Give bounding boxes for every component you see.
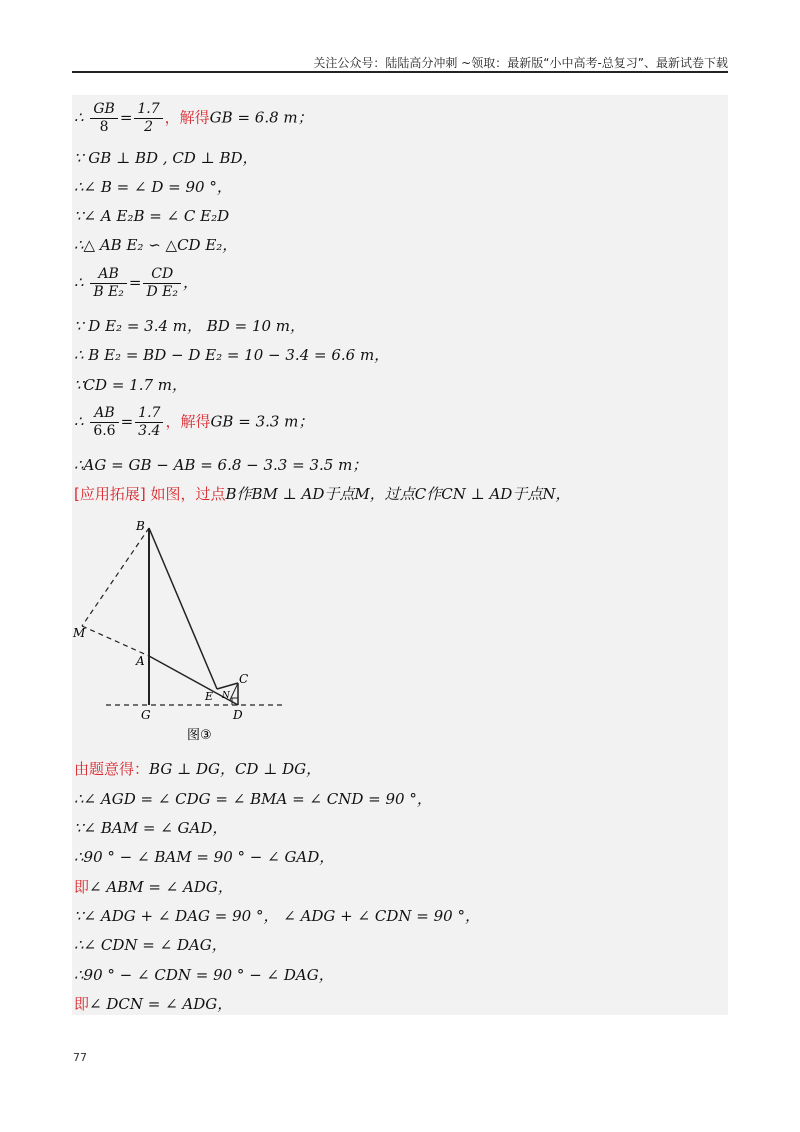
segment-ma bbox=[82, 626, 149, 656]
header-divider bbox=[72, 71, 728, 73]
label-c: C bbox=[239, 672, 249, 686]
solution-line-15: ∵∠ BAM = ∠ GAD， bbox=[74, 819, 228, 837]
solution-line-6: ∴ $\frac{AB}{\text{B E₂}}$ = $\frac{CD}{\text{D E₂}}$ ， bbox=[74, 266, 199, 300]
solution-line-17: 即∠ ABM = ∠ ADG， bbox=[74, 878, 233, 896]
label-e: E bbox=[205, 690, 214, 703]
label-b: B bbox=[136, 520, 145, 533]
solution-line-10: ∴ $\frac{AB}{6.6}$ = $\frac{1.7}{3.4}$ ，解得GB = 3.3 m； bbox=[74, 405, 314, 439]
solution-line-3: ∴∠ B = ∠ D = 90 °， bbox=[74, 178, 232, 196]
solution-line-4: ∵∠ A E₂B = ∠ C E₂D bbox=[74, 207, 230, 225]
solution-line-14: ∴∠ AGD = ∠ CDG = ∠ BMA = ∠ CND = 90 °， bbox=[74, 790, 432, 808]
page-header: 关注公众号：陆陆高分冲刺 ~领取：最新版“小中高考-总复习”、最新试卷下载 bbox=[313, 56, 728, 70]
solution-line-21: 即∠ DCN = ∠ ADG， bbox=[74, 995, 233, 1013]
geometry-figure bbox=[72, 520, 282, 742]
solution-line-11: ∴AG = GB − AB = 6.8 − 3.3 = 3.5 m； bbox=[74, 456, 368, 474]
solution-line-18: ∵∠ ADG + ∠ DAG = 90 °， ∠ ADG + ∠ CDN = 90 °， bbox=[74, 907, 480, 925]
segment-be bbox=[149, 528, 217, 689]
solution-line-8: ∴ B E₂ = BD − D E₂ = 10 − 3.4 = 6.6 m， bbox=[74, 346, 390, 364]
solution-line-20: ∴90 ° − ∠ CDN = 90 ° − ∠ DAG， bbox=[74, 966, 334, 984]
label-n: N bbox=[222, 691, 230, 701]
fraction-ab-be2: $\frac{AB}{\text{B E₂}}$ bbox=[90, 266, 127, 301]
therefore-symbol: ∴ bbox=[74, 108, 84, 127]
label-d: D bbox=[233, 708, 243, 722]
fraction-1-7-over-3-4: $\frac{1.7}{3.4}$ bbox=[135, 405, 163, 440]
fraction-cd-de2: $\frac{CD}{\text{D E₂}}$ bbox=[143, 266, 181, 301]
segment-ce bbox=[217, 683, 238, 689]
solution-line-19: ∴∠ CDN = ∠ DAG， bbox=[74, 936, 227, 954]
solution-line-2: ∵ GB ⊥ BD , CD ⊥ BD， bbox=[74, 149, 258, 167]
solution-line-13: 由题意得：BG ⊥ DG，CD ⊥ DG， bbox=[74, 760, 322, 778]
figure-diagram bbox=[72, 520, 282, 742]
solution-line-9: ∵CD = 1.7 m， bbox=[74, 376, 187, 394]
fraction-1-7-over-2: $\frac{1.7}{2}$ bbox=[134, 101, 162, 136]
page-number: 77 bbox=[73, 1051, 87, 1064]
solution-line-16: ∴90 ° − ∠ BAM = 90 ° − ∠ GAD， bbox=[74, 848, 335, 866]
solution-line-1: ∴ $\frac{GB}{8}$ = $\frac{1.7}{2}$ ，解得GB = 6.8 m； bbox=[74, 101, 313, 135]
label-a: A bbox=[136, 654, 145, 668]
solution-line-12: [应用拓展] 如图，过点B作BM ⊥ AD于点M，过点C作CN ⊥ AD于点N， bbox=[74, 485, 571, 503]
label-g: G bbox=[141, 708, 151, 722]
label-m: M bbox=[73, 626, 86, 640]
fraction-ab-6-6: $\frac{AB}{6.6}$ bbox=[90, 405, 118, 440]
figure-caption: 图③ bbox=[187, 728, 212, 742]
fraction-gb-8: $\frac{GB}{8}$ bbox=[90, 101, 117, 136]
solution-line-5: ∴△ AB E₂ ∽ △CD E₂， bbox=[74, 236, 238, 254]
solution-line-7: ∵ D E₂ = 3.4 m， BD = 10 m， bbox=[74, 317, 306, 335]
segment-bm bbox=[82, 528, 149, 626]
